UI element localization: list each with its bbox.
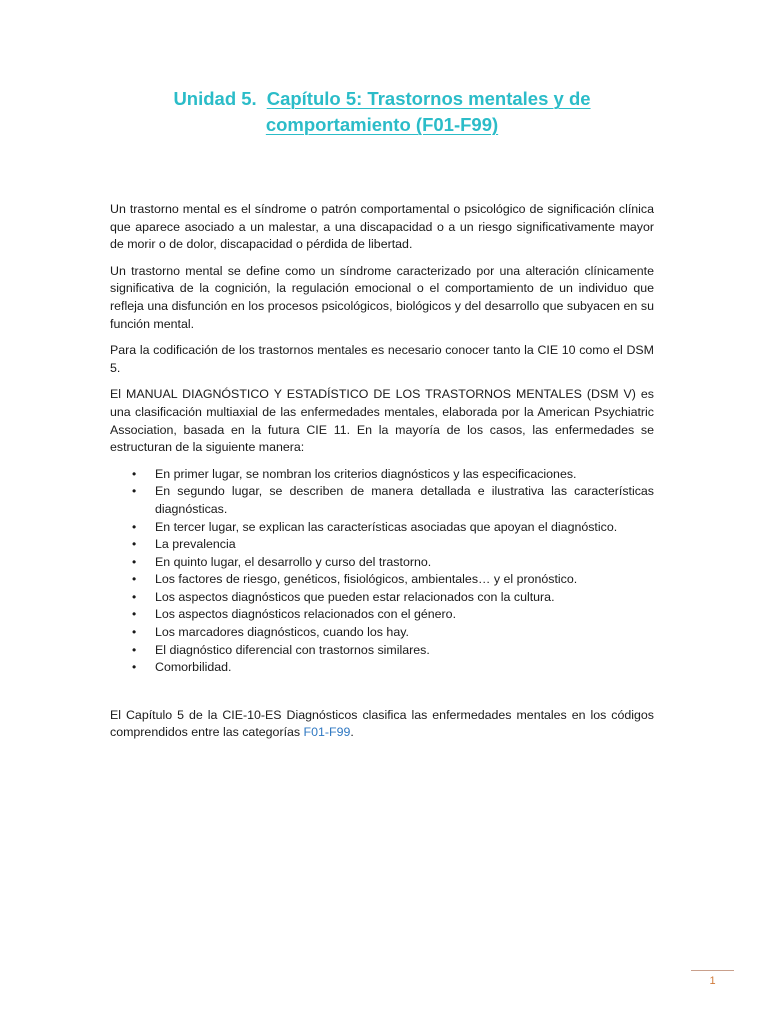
list-item [110,571,654,589]
paragraph-coding: Para la codificación de los trastornos mentales es necesario conocer tanto la CIE 10 como el DSM 5. [110,343,654,375]
list-item [110,659,654,677]
list-item [110,554,654,572]
list-item-text: El diagnóstico diferencial con trastornos similares. [155,642,430,657]
list-item [110,466,654,484]
paragraph-dsm: El MANUAL DIAGNÓSTICO Y ESTADÍSTICO DE LOS TRASTORNOS MENTALES (DSM V) es una clasificación multiaxial de las enfermedades mentales, elaborada por la American Psychiatric Association, basada en la futura CIE 11. En la mayoría de los casos, las enfermedades se estructuran de la siguiente manera: [110,387,654,455]
bullet-icon: • [132,554,137,569]
title-unit: Unidad 5. [173,88,257,109]
bullet-icon: • [132,642,137,657]
paragraph-definition: Un trastorno mental es el síndrome o patrón comportamental o psicológico de significación clínica que aparece asociado a un malestar, a una discapacidad o a un riesgo significativamente mayor de morir o de dolor, discapacidad o pérdida de libertad. [110,202,654,252]
list-item-text: Los aspectos diagnósticos relacionados con el género. [155,607,457,622]
paragraph-closing [110,707,654,742]
list-item [110,483,654,518]
bullet-icon: • [132,537,137,552]
list-item [110,519,654,537]
list-item-text: Los marcadores diagnósticos, cuando los hay. [155,625,409,640]
bullet-icon: • [132,660,137,675]
bullet-icon: • [132,519,137,534]
title-chapter-link-line2[interactable]: comportamiento (F01-F99) [265,114,499,135]
list-item-text: La prevalencia [155,537,236,552]
section-spacer [110,677,654,707]
list-item-text: En segundo lugar, se describen de manera detallada e ilustrativa las características diagnósticas. [155,484,654,516]
bullet-icon: • [132,607,137,622]
list-item [110,606,654,624]
list-item-text: En quinto lugar, el desarrollo y curso del trastorno. [155,554,432,569]
page-number: 1 [709,975,716,987]
list-item-text: Comorbilidad. [155,660,232,675]
bullet-icon: • [132,625,137,640]
page-title [110,86,654,138]
list-item [110,642,654,660]
bullet-icon: • [132,589,137,604]
list-item-text: En primer lugar, se nombran los criterios diagnósticos y las especificaciones. [155,466,577,481]
bullet-icon: • [132,572,137,587]
document-body [110,201,654,751]
bullet-list [110,466,654,677]
codes-link[interactable]: F01-F99 [303,725,351,740]
list-item [110,624,654,642]
bullet-icon: • [132,466,137,481]
title-chapter-link[interactable]: Capítulo 5: Trastornos mentales y de [266,88,591,109]
list-item-text: En tercer lugar, se explican las características asociadas que apoyan el diagnóstico. [155,519,618,534]
list-item [110,589,654,607]
list-item [110,536,654,554]
closing-text: El Capítulo 5 de la CIE-10-ES Diagnósticos clasifica las enfermedades mentales en los códigos comprendidos entre las categorías [110,707,654,740]
paragraph-syndrome: Un trastorno mental se define como un síndrome caracterizado por una alteración clínicamente significativa de la cognición, la regulación emocional o el comportamiento de un individuo que refleja una disfunción en los procesos psicológicos, biológicos y del desarrollo que subyacen en su función mental. [110,263,654,331]
list-item-text: Los aspectos diagnósticos que pueden estar relacionados con la cultura. [155,589,555,604]
list-item-text: Los factores de riesgo, genéticos, fisiológicos, ambientales… y el pronóstico. [155,572,578,587]
footer-divider [691,970,734,971]
bullet-icon: • [132,484,137,499]
closing-period: . [350,725,354,740]
